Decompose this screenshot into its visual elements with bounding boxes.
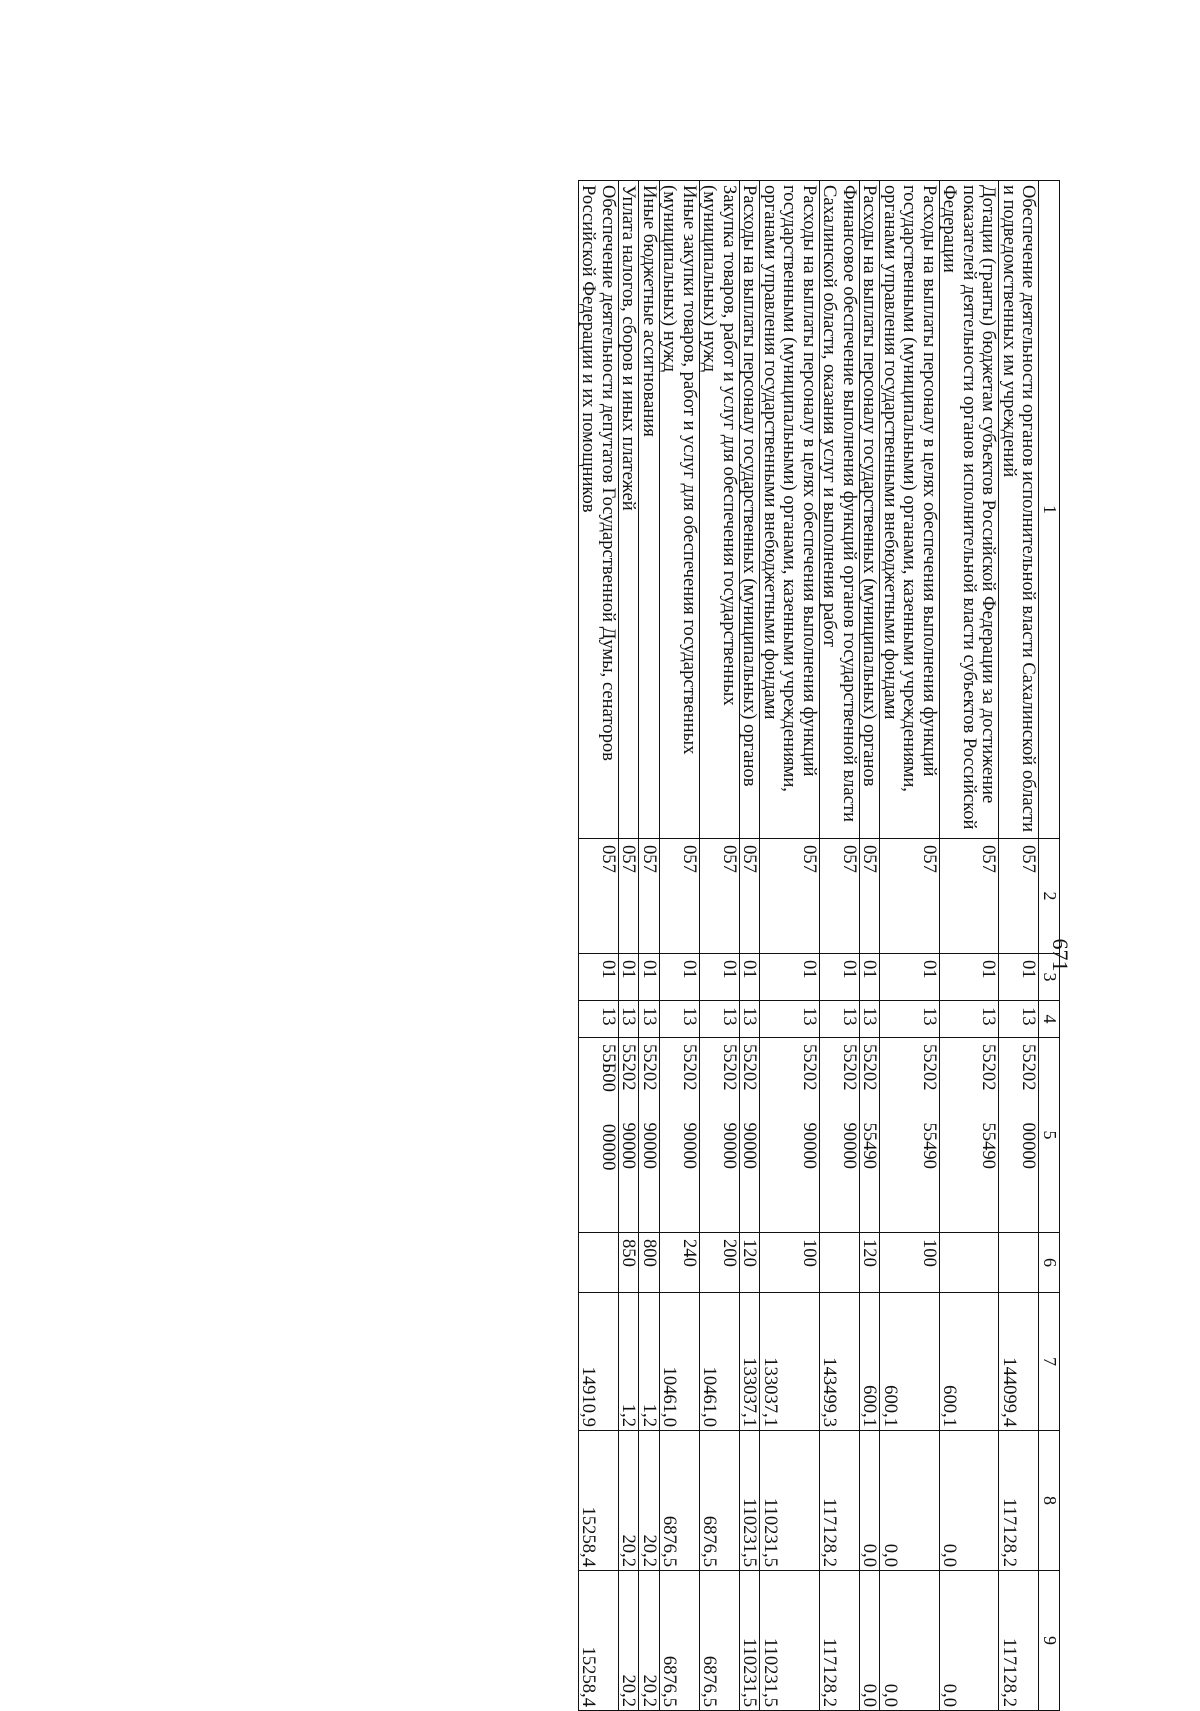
table-row [999, 181, 1039, 1711]
target-code-part1: 55202 [679, 1044, 700, 1091]
expense-type-code: 120 [860, 1233, 881, 1293]
target-article-code [760, 1038, 820, 1233]
amount-col7: 1,2 [619, 1293, 640, 1431]
row-description: Уплата налогов, сборов и иных платежей [619, 181, 640, 839]
amount-col9: 0,0 [940, 1571, 1000, 1711]
expense-type-code [999, 1233, 1039, 1293]
row-description: Дотации (гранты) бюджетам субъектов Российской Федерации за достижение показателей деятельности органов исполнительной власти субъектов Российской Федерации [940, 181, 1000, 839]
expense-type-code [940, 1233, 1000, 1293]
header-row [1039, 181, 1060, 1711]
amount-col9: 20,2 [619, 1571, 640, 1711]
amount-col7: 1,2 [639, 1293, 660, 1431]
subsection-code: 13 [660, 1001, 700, 1038]
subsection-code: 13 [820, 1001, 860, 1038]
subsection-code: 13 [579, 1001, 619, 1038]
header-cell: 4 [1039, 1001, 1060, 1038]
target-article-code [639, 1038, 660, 1233]
target-code-part2: 90000 [679, 1122, 700, 1169]
admin-code: 057 [740, 839, 761, 954]
amount-col8: 6876,5 [660, 1431, 700, 1571]
admin-code: 057 [660, 839, 700, 954]
amount-col9: 0,0 [860, 1571, 881, 1711]
table-row [860, 181, 881, 1711]
table-row [639, 181, 660, 1711]
section-code: 01 [760, 954, 820, 1001]
table-row [660, 181, 700, 1711]
expense-type-code [579, 1233, 619, 1293]
amount-col7: 144099,4 [999, 1293, 1039, 1431]
subsection-code: 13 [860, 1001, 881, 1038]
table-row [619, 181, 640, 1711]
amount-col8: 117128,2 [820, 1431, 860, 1571]
amount-col7: 600,1 [940, 1293, 1000, 1431]
expense-type-code: 200 [700, 1233, 740, 1293]
target-article-code [700, 1038, 740, 1233]
expense-type-code: 240 [660, 1233, 700, 1293]
amount-col8: 0,0 [880, 1431, 940, 1571]
target-article-code [820, 1038, 860, 1233]
target-code-part2: 90000 [639, 1122, 660, 1169]
target-code-part2: 90000 [719, 1122, 740, 1169]
amount-col7: 10461,0 [700, 1293, 740, 1431]
target-code-part1: 55202 [799, 1044, 820, 1091]
amount-col9: 110231,5 [760, 1571, 820, 1711]
row-description: Расходы на выплаты персоналу государственных (муниципальных) органов [740, 181, 761, 839]
subsection-code: 13 [760, 1001, 820, 1038]
amount-col7: 600,1 [880, 1293, 940, 1431]
target-code-part2: 90000 [618, 1122, 640, 1169]
table-row [940, 181, 1000, 1711]
target-code-part1: 55202 [859, 1044, 881, 1091]
target-code-part1: 55202 [839, 1044, 860, 1091]
amount-col9: 15258,4 [579, 1571, 619, 1711]
target-article-code [880, 1038, 940, 1233]
admin-code: 057 [999, 839, 1039, 954]
amount-col9: 0,0 [880, 1571, 940, 1711]
budget-table [578, 180, 1060, 1711]
header-cell: 5 [1039, 1038, 1060, 1233]
amount-col9: 20,2 [639, 1571, 660, 1711]
admin-code: 057 [760, 839, 820, 954]
amount-col7: 14910,9 [579, 1293, 619, 1431]
row-description: Обеспечение деятельности органов исполнительной власти Сахалинской области и подведомственных им учреждений [999, 181, 1039, 839]
target-article-code [999, 1038, 1039, 1233]
admin-code: 057 [579, 839, 619, 954]
admin-code: 057 [619, 839, 640, 954]
expense-type-code: 120 [740, 1233, 761, 1293]
expense-type-code: 100 [760, 1233, 820, 1293]
page-number: 671 [1048, 938, 1073, 972]
table-row [579, 181, 619, 1711]
row-description: Расходы на выплаты персоналу в целях обеспечения выполнения функций государственными (муниципальными) органами, казенными учреждениями, органами управления государственными внебюджетными фондами [880, 181, 940, 839]
target-code-part2: 00000 [1018, 1122, 1040, 1169]
rotated-page [80, 180, 1060, 1710]
amount-col8: 6876,5 [700, 1431, 740, 1571]
amount-col9: 117128,2 [820, 1571, 860, 1711]
section-code: 01 [639, 954, 660, 1001]
section-code: 01 [860, 954, 881, 1001]
target-code-part2: 90000 [739, 1122, 761, 1169]
target-article-code [660, 1038, 700, 1233]
subsection-code: 13 [999, 1001, 1039, 1038]
row-description: Расходы на выплаты персоналу в целях обеспечения выполнения функций государственными (муниципальными) органами, казенными учреждениями, органами управления государственными внебюджетными фондами [760, 181, 820, 839]
row-description: Иные закупки товаров, работ и услуг для обеспечения государственных (муниципальных) нужд [660, 181, 700, 839]
header-cell: 1 [1039, 181, 1060, 839]
target-code-part1: 55202 [719, 1044, 740, 1091]
target-code-part2: 55490 [978, 1122, 1000, 1169]
section-code: 01 [999, 954, 1039, 1001]
table-row [820, 181, 860, 1711]
subsection-code: 13 [700, 1001, 740, 1038]
admin-code: 057 [940, 839, 1000, 954]
amount-col8: 20,2 [639, 1431, 660, 1571]
admin-code: 057 [639, 839, 660, 954]
amount-col9: 117128,2 [999, 1571, 1039, 1711]
expense-type-code: 100 [880, 1233, 940, 1293]
section-code: 01 [660, 954, 700, 1001]
expense-type-code [820, 1233, 860, 1293]
target-code-part2: 55490 [919, 1122, 940, 1169]
section-code: 01 [619, 954, 640, 1001]
expense-type-code: 800 [639, 1233, 660, 1293]
section-code: 01 [700, 954, 740, 1001]
amount-col7: 600,1 [860, 1293, 881, 1431]
amount-col8: 0,0 [860, 1431, 881, 1571]
section-code: 01 [880, 954, 940, 1001]
header-cell: 2 [1039, 839, 1060, 954]
row-description: Закупка товаров, работ и услуг для обеспечения государственных (муниципальных) нужд [700, 181, 740, 839]
amount-col9: 6876,5 [700, 1571, 740, 1711]
amount-col8: 110231,5 [740, 1431, 761, 1571]
amount-col8: 110231,5 [760, 1431, 820, 1571]
row-description: Финансовое обеспечение выполнения функций органов государственной власти Сахалинской области, оказания услуг и выполнения работ [820, 181, 860, 839]
admin-code: 057 [820, 839, 860, 954]
table-row [760, 181, 820, 1711]
header-cell: 8 [1039, 1431, 1060, 1571]
target-code-part2: 90000 [799, 1122, 820, 1169]
target-article-code [940, 1038, 1000, 1233]
amount-col8: 20,2 [619, 1431, 640, 1571]
header-cell: 9 [1039, 1571, 1060, 1711]
section-code: 01 [579, 954, 619, 1001]
target-article-code [619, 1038, 640, 1233]
header-cell: 3 [1039, 954, 1060, 1001]
admin-code: 057 [880, 839, 940, 954]
target-code-part1: 55Б00 [598, 1044, 619, 1092]
amount-col7: 143499,3 [820, 1293, 860, 1431]
target-code-part2: 55490 [859, 1122, 881, 1169]
amount-col9: 6876,5 [660, 1571, 700, 1711]
table-row [740, 181, 761, 1711]
expense-type-code: 850 [619, 1233, 640, 1293]
header-cell: 6 [1039, 1233, 1060, 1293]
admin-code: 057 [860, 839, 881, 954]
subsection-code: 13 [740, 1001, 761, 1038]
target-code-part2: 90000 [839, 1122, 860, 1169]
amount-col8: 0,0 [940, 1431, 1000, 1571]
amount-col9: 110231,5 [740, 1571, 761, 1711]
subsection-code: 13 [880, 1001, 940, 1038]
header-cell: 7 [1039, 1293, 1060, 1431]
target-article-code [860, 1038, 881, 1233]
subsection-code: 13 [639, 1001, 660, 1038]
amount-col8: 117128,2 [999, 1431, 1039, 1571]
target-code-part1: 55202 [639, 1044, 660, 1091]
amount-col7: 10461,0 [660, 1293, 700, 1431]
section-code: 01 [820, 954, 860, 1001]
section-code: 01 [940, 954, 1000, 1001]
admin-code: 057 [700, 839, 740, 954]
target-code-part1: 55202 [739, 1044, 761, 1091]
table-row [880, 181, 940, 1711]
target-article-code [579, 1038, 619, 1233]
amount-col8: 15258,4 [579, 1431, 619, 1571]
row-description: Обеспечение деятельности депутатов Государственной Думы, сенаторов Российской Федерации и их помощников [579, 181, 619, 839]
target-code-part2: 00000 [598, 1123, 619, 1171]
subsection-code: 13 [940, 1001, 1000, 1038]
subsection-code: 13 [619, 1001, 640, 1038]
target-code-part1: 55202 [1018, 1044, 1040, 1091]
row-description: Расходы на выплаты персоналу государственных (муниципальных) органов [860, 181, 881, 839]
target-code-part1: 55202 [919, 1044, 940, 1091]
section-code: 01 [740, 954, 761, 1001]
target-code-part1: 55202 [618, 1044, 640, 1091]
amount-col7: 133037,1 [740, 1293, 761, 1431]
target-article-code [740, 1038, 761, 1233]
amount-col7: 133037,1 [760, 1293, 820, 1431]
target-code-part1: 55202 [978, 1044, 1000, 1091]
table-row [700, 181, 740, 1711]
row-description: Иные бюджетные ассигнования [639, 181, 660, 839]
